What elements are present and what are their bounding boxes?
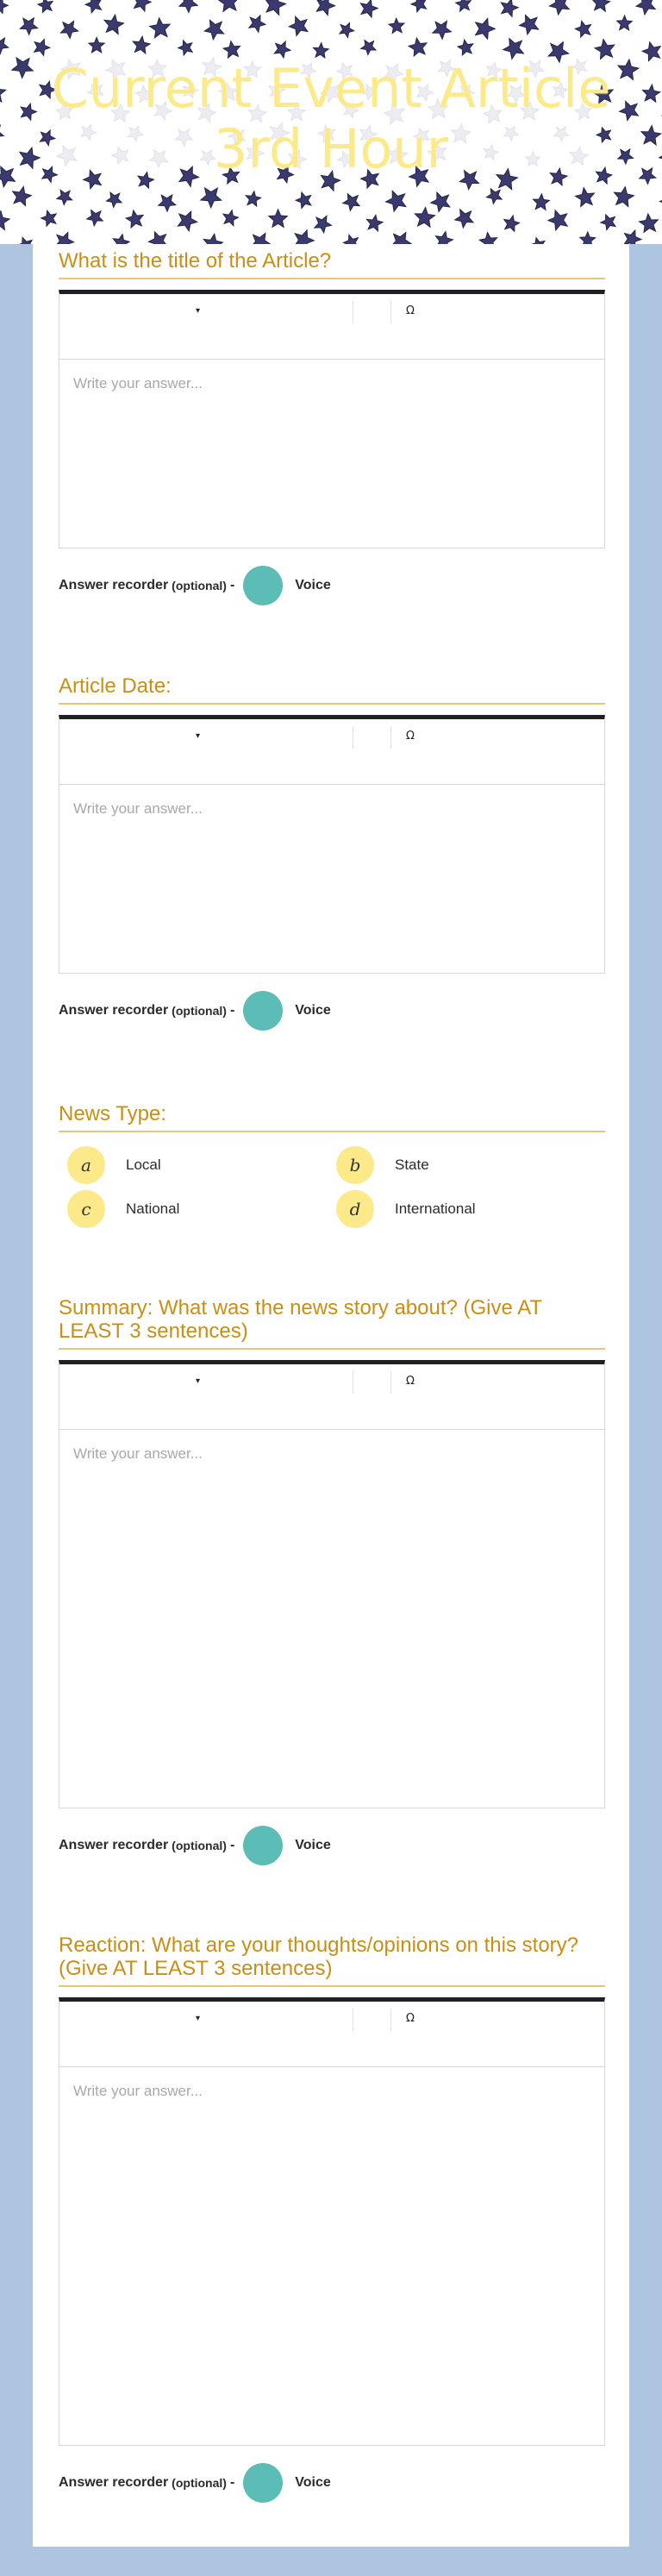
choice-label: National xyxy=(126,1200,180,1217)
voice-label: Voice xyxy=(295,1003,331,1018)
star-shape xyxy=(265,0,286,15)
choice-label: Local xyxy=(126,1156,161,1173)
star-shape xyxy=(487,189,503,204)
choice-label: International xyxy=(395,1200,476,1217)
choice-letter-bubble: a xyxy=(67,1146,105,1184)
recorder-dash: - xyxy=(229,1003,235,1018)
record-voice-button[interactable] xyxy=(243,2463,283,2503)
page-title-line1: Current Event Article xyxy=(51,57,611,120)
star-shape xyxy=(113,235,129,244)
star-shape xyxy=(178,41,193,55)
recorder-dash: - xyxy=(229,578,235,592)
question-3 xyxy=(59,1102,605,1232)
page-title xyxy=(0,59,662,179)
star-shape xyxy=(479,233,497,245)
star-shape xyxy=(504,216,520,231)
star-shape xyxy=(576,188,595,207)
answer-recorder xyxy=(59,566,605,605)
star-shape xyxy=(87,210,103,226)
question-4 xyxy=(59,1296,605,1865)
star-shape xyxy=(89,37,104,53)
choice-national[interactable] xyxy=(67,1190,179,1228)
answer-editor xyxy=(59,1997,605,2446)
star-shape xyxy=(60,21,78,38)
star-shape xyxy=(13,186,32,205)
star-shape xyxy=(533,194,549,210)
voice-label: Voice xyxy=(295,2475,331,2490)
question-title: Article Date: xyxy=(59,674,605,705)
question-1 xyxy=(59,249,605,605)
voice-label: Voice xyxy=(295,578,331,592)
header-banner xyxy=(0,0,662,244)
star-shape xyxy=(126,210,143,228)
star-shape xyxy=(476,18,496,39)
star-shape xyxy=(0,38,9,54)
star-shape xyxy=(223,41,240,58)
star-shape xyxy=(640,214,659,233)
choice-letter-bubble: c xyxy=(67,1190,105,1228)
star-shape xyxy=(344,235,359,244)
star-shape xyxy=(411,0,427,12)
star-shape xyxy=(592,0,609,11)
star-shape xyxy=(0,211,9,230)
toolbar-divider xyxy=(390,1371,391,1394)
star-shape xyxy=(17,237,33,244)
choice-local[interactable] xyxy=(67,1146,161,1184)
star-shape xyxy=(201,188,222,208)
star-shape xyxy=(223,210,239,226)
star-shape xyxy=(386,191,406,211)
recorder-label: Answer recorder xyxy=(59,578,169,592)
toolbar-divider xyxy=(390,2009,391,2031)
question-title: What is the title of the Article? xyxy=(59,249,605,279)
star-shape xyxy=(456,0,472,11)
answer-textarea[interactable]: Write your answer... xyxy=(73,375,203,392)
star-shape xyxy=(391,233,411,245)
star-shape xyxy=(409,38,427,56)
star-shape xyxy=(269,210,288,228)
star-shape xyxy=(624,230,641,244)
star-shape xyxy=(580,232,596,244)
choice-state[interactable] xyxy=(336,1146,429,1184)
star-shape xyxy=(431,192,450,212)
editor-toolbar xyxy=(59,1364,604,1430)
recorder-optional-label: (optional) xyxy=(172,2476,227,2490)
star-shape xyxy=(34,40,50,56)
special-character-icon[interactable]: Ω xyxy=(406,304,415,317)
star-shape xyxy=(20,18,37,35)
answer-recorder xyxy=(59,2463,605,2503)
editor-toolbar xyxy=(59,719,604,785)
star-shape xyxy=(340,23,354,38)
star-shape xyxy=(617,16,633,30)
star-shape xyxy=(57,190,72,204)
page-title-line2: 3rd Hour xyxy=(213,117,449,180)
star-shape xyxy=(274,41,290,58)
question-title: Reaction: What are your thoughts/opinions on this story? (Give AT LEAST 3 sentences) xyxy=(59,1934,605,1987)
answer-editor xyxy=(59,715,605,974)
star-shape xyxy=(433,21,452,39)
star-shape xyxy=(150,18,171,38)
choice-international[interactable] xyxy=(336,1190,476,1228)
answer-recorder xyxy=(59,1826,605,1865)
star-shape xyxy=(179,0,197,13)
format-dropdown-icon[interactable]: ▾ xyxy=(196,2014,201,2023)
question-title: News Type: xyxy=(59,1102,605,1132)
star-shape xyxy=(530,238,545,244)
star-shape xyxy=(615,187,634,207)
choice-letter-bubble: b xyxy=(336,1146,374,1184)
editor-toolbar xyxy=(59,294,604,360)
star-shape xyxy=(360,0,378,17)
star-shape xyxy=(389,18,404,33)
star-shape xyxy=(295,230,315,244)
star-shape xyxy=(159,195,176,211)
star-shape xyxy=(316,0,334,16)
star-shape xyxy=(415,207,434,227)
star-shape xyxy=(550,0,570,15)
recorder-label: Answer recorder xyxy=(59,2475,169,2490)
star-shape xyxy=(38,0,53,13)
format-dropdown-icon[interactable]: ▾ xyxy=(196,731,201,741)
question-title: Summary: What was the news story about? (Give AT LEAST 3 sentences) xyxy=(59,1296,605,1350)
star-shape xyxy=(218,0,239,11)
star-shape xyxy=(133,36,150,53)
answer-editor xyxy=(59,290,605,548)
toolbar-divider xyxy=(390,726,391,749)
recorder-label: Answer recorder xyxy=(59,1838,169,1852)
answer-textarea[interactable]: Write your answer... xyxy=(73,800,203,817)
star-shape xyxy=(501,0,518,16)
record-voice-button[interactable] xyxy=(243,1826,283,1865)
choice-label: State xyxy=(395,1156,429,1173)
star-shape xyxy=(41,210,56,226)
recorder-optional-label: (optional) xyxy=(172,1839,227,1852)
star-shape xyxy=(204,20,224,40)
star-shape xyxy=(107,192,122,207)
star-shape xyxy=(148,232,167,244)
record-voice-button[interactable] xyxy=(243,566,283,605)
record-voice-button[interactable] xyxy=(243,991,283,1031)
star-shape xyxy=(246,191,260,206)
special-character-icon[interactable]: Ω xyxy=(406,2012,415,2025)
star-shape xyxy=(575,21,590,37)
recorder-optional-label: (optional) xyxy=(172,1004,227,1018)
choice-list xyxy=(59,1146,605,1232)
answer-editor xyxy=(59,1360,605,1808)
answer-textarea[interactable]: Write your answer... xyxy=(73,2083,203,2099)
recorder-label: Answer recorder xyxy=(59,1003,169,1018)
star-shape xyxy=(134,0,151,11)
star-shape xyxy=(178,211,197,231)
star-shape xyxy=(249,16,265,33)
star-shape xyxy=(251,233,271,244)
star-shape xyxy=(435,232,453,245)
star-shape xyxy=(0,0,8,13)
star-shape xyxy=(458,40,473,55)
voice-label: Voice xyxy=(295,1838,331,1852)
star-shape xyxy=(85,0,101,13)
recorder-dash: - xyxy=(229,2475,235,2490)
answer-recorder xyxy=(59,991,605,1031)
worksheet-card xyxy=(33,244,629,2547)
recorder-dash: - xyxy=(229,1838,235,1852)
star-shape xyxy=(203,234,222,244)
star-shape xyxy=(361,41,376,55)
star-shape xyxy=(56,232,74,244)
special-character-icon[interactable]: Ω xyxy=(406,730,415,743)
star-shape xyxy=(314,43,329,58)
recorder-optional-label: (optional) xyxy=(172,579,227,592)
answer-textarea[interactable]: Write your answer... xyxy=(73,1445,203,1462)
question-2 xyxy=(59,674,605,1031)
star-shape xyxy=(455,210,473,228)
format-dropdown-icon[interactable]: ▾ xyxy=(196,306,201,316)
special-character-icon[interactable]: Ω xyxy=(406,1375,415,1388)
editor-toolbar xyxy=(59,2002,604,2067)
question-5 xyxy=(59,1934,605,2503)
star-shape xyxy=(548,210,567,230)
star-shape xyxy=(315,216,332,233)
star-shape xyxy=(636,0,655,15)
star-shape xyxy=(296,192,311,209)
star-shape xyxy=(343,194,360,211)
toolbar-divider xyxy=(390,301,391,323)
star-shape xyxy=(104,15,124,34)
format-dropdown-icon[interactable]: ▾ xyxy=(196,1376,201,1386)
choice-letter-bubble: d xyxy=(336,1190,374,1228)
star-shape xyxy=(367,215,384,231)
star-shape xyxy=(601,215,615,230)
star-shape xyxy=(503,39,524,60)
star-shape xyxy=(520,15,539,34)
star-shape xyxy=(289,16,308,35)
